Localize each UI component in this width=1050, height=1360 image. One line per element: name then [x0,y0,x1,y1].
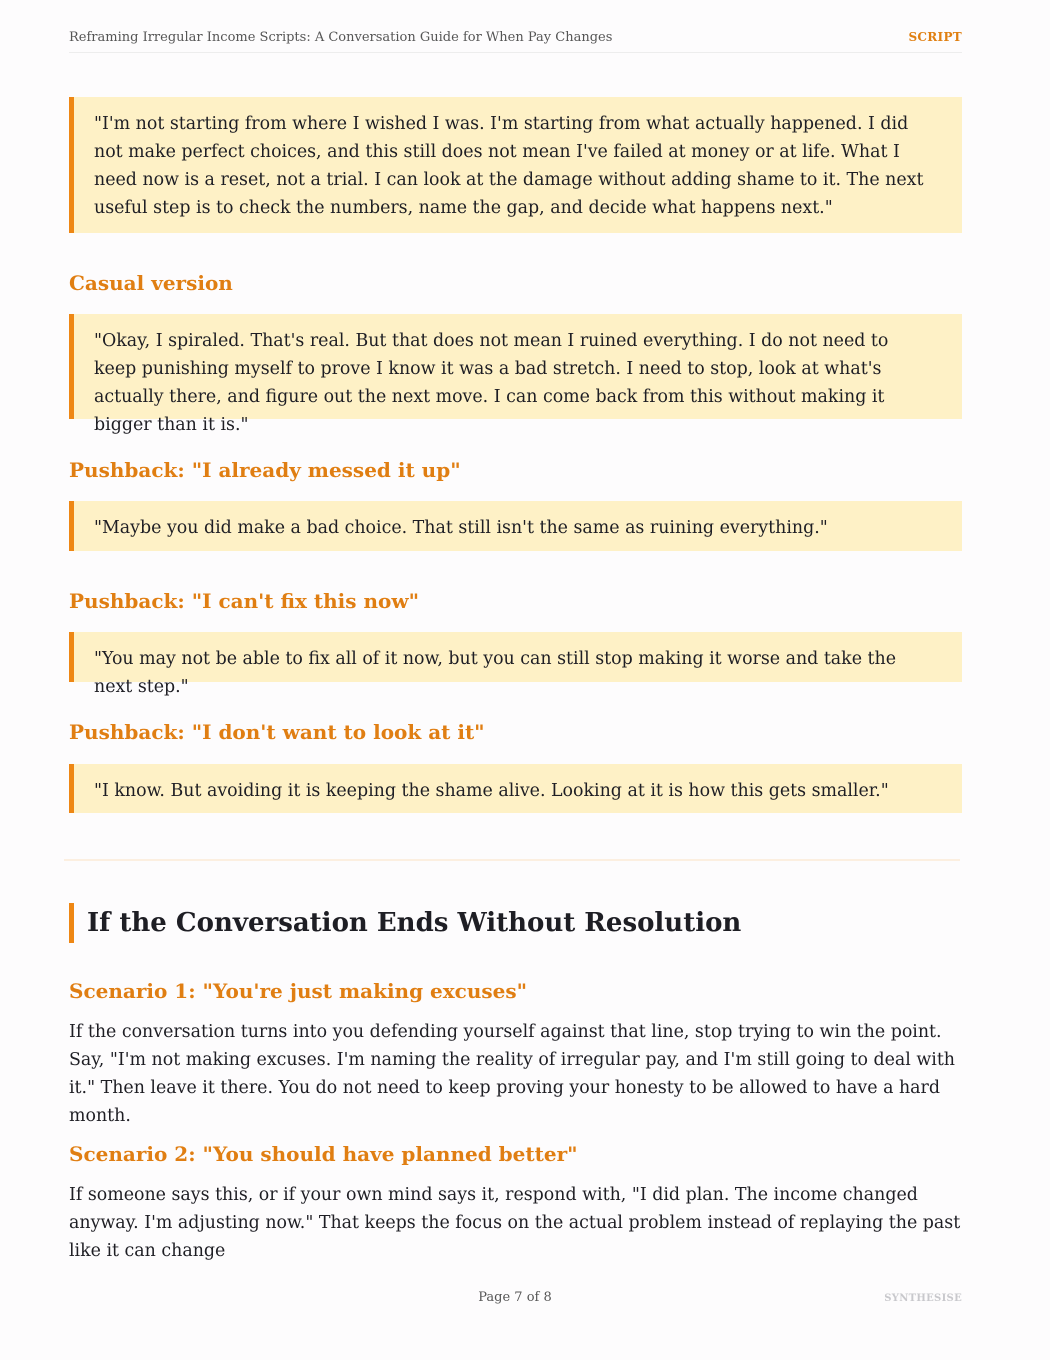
formal-script-quote: "I'm not starting from where I wished I was. I'm starting from what actually happened. I did not make perfect choices, and this still does not mean I've failed at money or at life. What I need now is a reset, not a trial. I can look at the damage without adding shame to it. The next useful step is to check the numbers, name the gap, and decide what happens next." [69,97,962,233]
scenario-2-heading: Scenario 2: "You should have planned better" [69,1142,578,1166]
page-header [69,28,962,53]
section-tag: SCRIPT [908,30,962,44]
pushback-quote-3: "I know. But avoiding it is keeping the shame alive. Looking at it is how this gets smaller." [69,764,962,813]
casual-version-heading: Casual version [69,271,233,295]
pushback-heading-2: Pushback: "I can't fix this now" [69,589,419,613]
pushback-heading-1: Pushback: "I already messed it up" [69,458,461,482]
casual-script-quote: "Okay, I spiraled. That's real. But that does not mean I ruined everything. I do not need to keep punishing myself to prove I know it was a bad stretch. I need to stop, look at what's actually there, and figure out the next move. I can come back from this without making it bigger than it is." [69,314,962,419]
section-divider [64,859,960,861]
scenario-2-text: If someone says this, or if your own mind says it, respond with, "I did plan. The income changed anyway. I'm adjusting now." That keeps the focus on the actual problem instead of replaying the past like it can change [69,1185,961,1261]
scenario-1-text: If the conversation turns into you defending yourself against that line, stop trying to win the point. Say, "I'm not making excuses. I'm naming the reality of irregular pay, and I'm still going to deal with it." Then leave it there. You do not need to keep proving your honesty to be allowed to have a hard month. [69,1022,956,1126]
page-number: Page 7 of 8 [478,1290,552,1305]
document-title: Reframing Irregular Income Scripts: A Conversation Guide for When Pay Changes [69,30,613,45]
pushback-quote-1: "Maybe you did make a bad choice. That still isn't the same as ruining everything." [69,501,962,551]
brand-mark: SYNTHESISE [884,1293,962,1304]
section-heading: If the Conversation Ends Without Resolution [69,903,741,943]
scenario-1-heading: Scenario 1: "You're just making excuses" [69,979,528,1003]
pushback-quote-2: "You may not be able to fix all of it now, but you can still stop making it worse and take the next step." [69,632,962,682]
pushback-heading-3: Pushback: "I don't want to look at it" [69,720,485,744]
